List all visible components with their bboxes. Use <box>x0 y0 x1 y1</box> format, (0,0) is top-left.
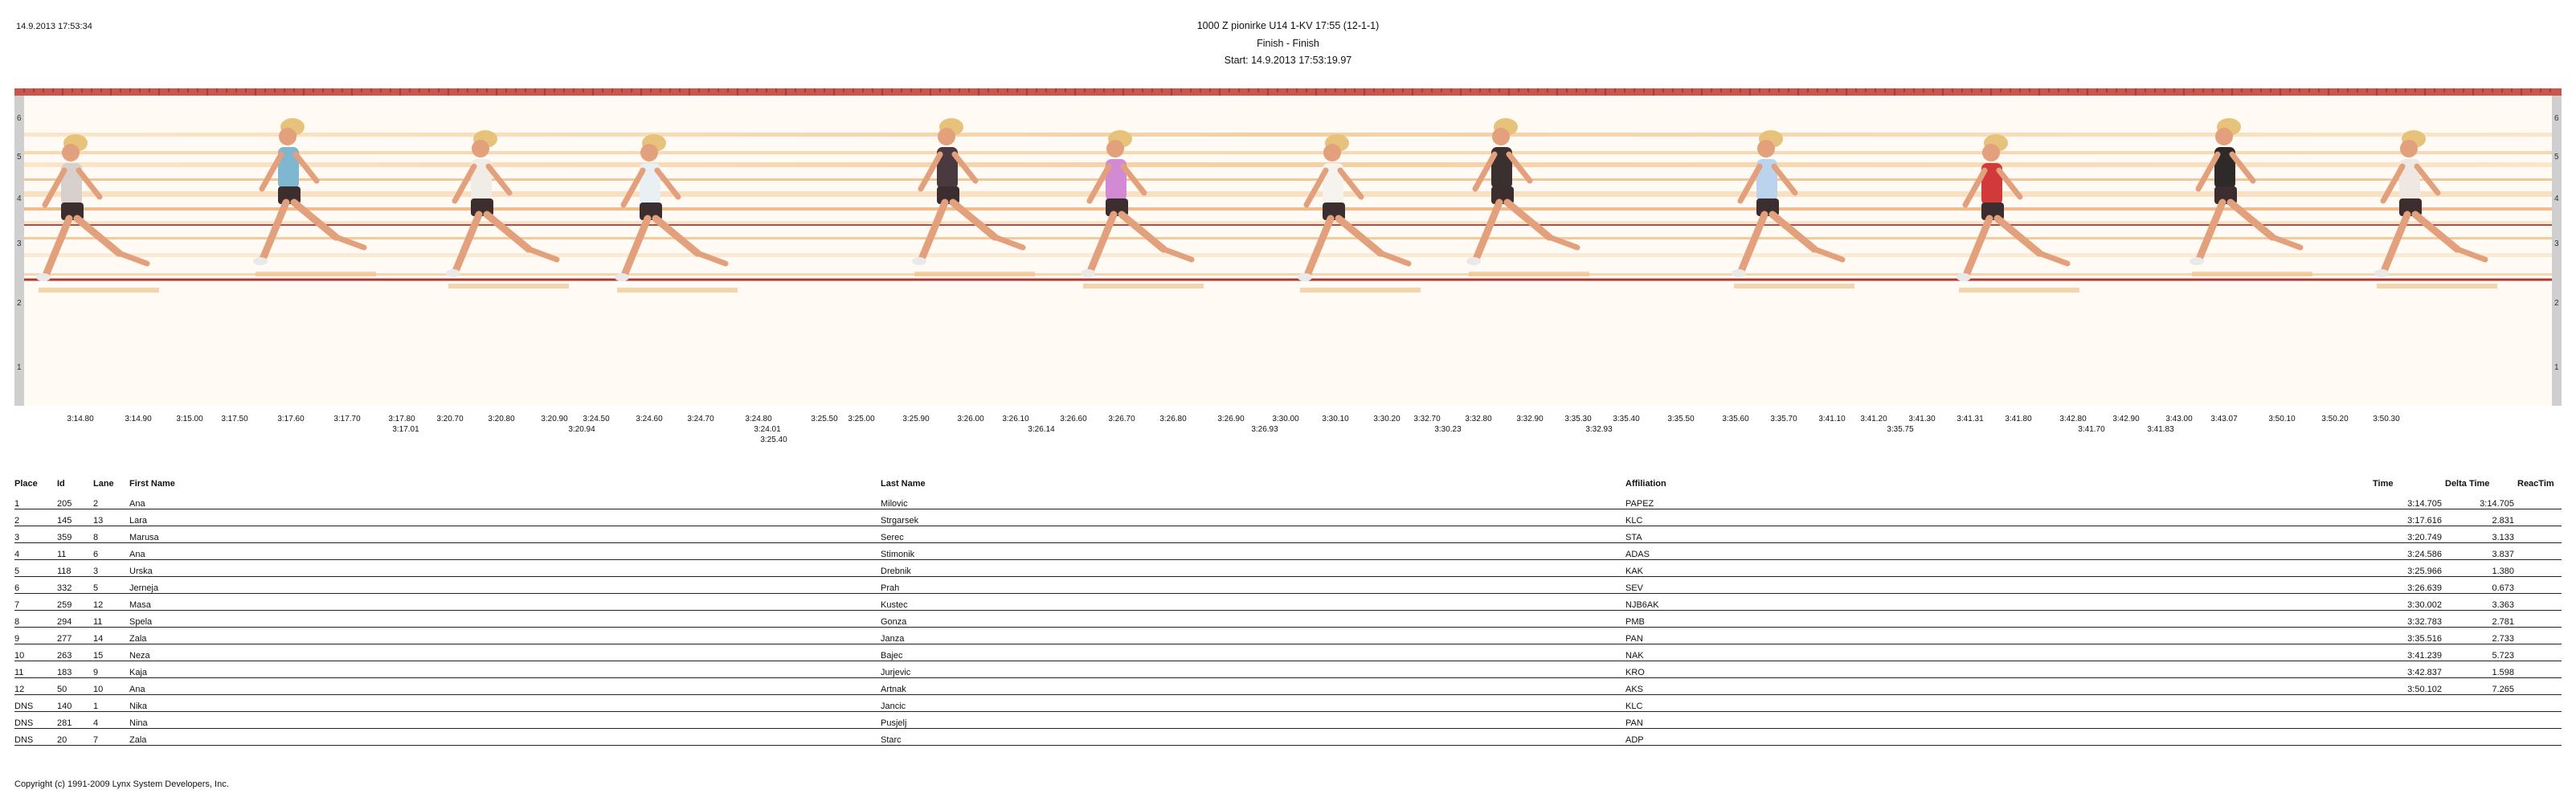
cell-first: Jerneja <box>129 577 881 594</box>
cell-delta: 2.733 <box>2445 628 2517 644</box>
time-tick-label-sub: 3:35.75 <box>1887 425 1914 434</box>
col-first-name-header: First Name <box>129 479 175 489</box>
svg-text:5: 5 <box>2554 153 2559 162</box>
cell-aff: ADP <box>1625 729 2373 746</box>
time-tick-label: 3:26.70 <box>1108 415 1135 423</box>
time-tick-label: 3:15.00 <box>176 415 203 423</box>
cell-time: 3:14.705 <box>2373 493 2445 509</box>
cell-delta: 1.598 <box>2445 661 2517 678</box>
time-tick-label: 3:24.70 <box>687 415 714 423</box>
cell-place: 2 <box>14 509 57 526</box>
cell-time: 3:25.966 <box>2373 560 2445 577</box>
cell-last: Pusjelj <box>881 712 1625 729</box>
time-tick-label-sub: 3:32.93 <box>1585 425 1613 434</box>
cell-first: Nika <box>129 695 881 712</box>
cell-delta: 1.380 <box>2445 560 2517 577</box>
cell-last: Drebnik <box>881 560 1625 577</box>
time-tick-label-sub: 3:17.01 <box>392 425 419 434</box>
cell-react <box>2517 712 2562 729</box>
results-table <box>14 477 2562 746</box>
col-lane-header: Lane <box>93 479 114 489</box>
table-row <box>14 594 2562 611</box>
time-tick-label-sub: 3:26.93 <box>1251 425 1278 434</box>
cell-time: 3:30.002 <box>2373 594 2445 611</box>
cell-delta: 2.831 <box>2445 509 2517 526</box>
cell-first: Ana <box>129 493 881 509</box>
table-row <box>14 628 2562 644</box>
event-title: 1000 Z pionirke U14 1-KV 17:55 (12-1-1) <box>1196 20 1380 31</box>
table-row <box>14 611 2562 628</box>
svg-text:5: 5 <box>17 153 22 162</box>
cell-react <box>2517 695 2562 712</box>
cell-first: Lara <box>129 509 881 526</box>
cell-last: Jancic <box>881 695 1625 712</box>
cell-place: DNS <box>14 729 57 746</box>
time-tick-label: 3:30.10 <box>1322 415 1349 423</box>
svg-text:3: 3 <box>17 239 22 248</box>
time-tick-label: 3:26.00 <box>957 415 984 423</box>
table-row <box>14 644 2562 661</box>
svg-text:6: 6 <box>2554 114 2559 123</box>
cell-lane: 15 <box>93 644 129 661</box>
col-last-name-header: Last Name <box>881 479 926 489</box>
cell-time: 3:26.639 <box>2373 577 2445 594</box>
cell-react <box>2517 526 2562 543</box>
cell-lane: 7 <box>93 729 129 746</box>
cell-first: Neza <box>129 644 881 661</box>
time-tick-label: 3:26.90 <box>1217 415 1245 423</box>
cell-react <box>2517 594 2562 611</box>
cell-lane: 8 <box>93 526 129 543</box>
cell-aff: STA <box>1625 526 2373 543</box>
lane-scale-left <box>14 96 24 406</box>
cell-react <box>2517 678 2562 695</box>
cell-place: 11 <box>14 661 57 678</box>
cell-last: Artnak <box>881 678 1625 695</box>
cell-lane: 3 <box>93 560 129 577</box>
cell-lane: 14 <box>93 628 129 644</box>
cell-place: 5 <box>14 560 57 577</box>
cell-id: 259 <box>57 594 93 611</box>
time-tick-label: 3:42.80 <box>2059 415 2087 423</box>
time-tick-label: 3:14.80 <box>67 415 94 423</box>
cell-first: Ana <box>129 678 881 695</box>
time-tick-label: 3:30.20 <box>1373 415 1400 423</box>
cell-place: 8 <box>14 611 57 628</box>
cell-react <box>2517 644 2562 661</box>
photo-finish-image <box>14 88 2562 406</box>
time-tick-label: 3:50.20 <box>2321 415 2349 423</box>
cell-delta <box>2445 729 2517 746</box>
cell-delta: 7.265 <box>2445 678 2517 695</box>
cell-aff: PAN <box>1625 712 2373 729</box>
cell-react <box>2517 611 2562 628</box>
time-tick-label: 3:17.60 <box>277 415 305 423</box>
cell-lane: 9 <box>93 661 129 678</box>
col-id-header: Id <box>57 479 65 489</box>
cell-lane: 11 <box>93 611 129 628</box>
table-row <box>14 509 2562 526</box>
cell-aff: PAPEZ <box>1625 493 2373 509</box>
time-tick-label-sub: 3:24.01 <box>754 425 781 434</box>
cell-place: 9 <box>14 628 57 644</box>
cell-react <box>2517 661 2562 678</box>
cell-first: Marusa <box>129 526 881 543</box>
cell-id: 332 <box>57 577 93 594</box>
cell-lane: 12 <box>93 594 129 611</box>
cell-lane: 1 <box>93 695 129 712</box>
time-tick-label: 3:41.31 <box>1957 415 1984 423</box>
svg-text:2: 2 <box>17 299 22 308</box>
time-tick-label: 3:41.10 <box>1818 415 1846 423</box>
time-tick-label: 3:17.80 <box>388 415 415 423</box>
cell-lane: 6 <box>93 543 129 560</box>
cell-delta: 0.673 <box>2445 577 2517 594</box>
time-tick-label: 3:35.70 <box>1770 415 1797 423</box>
cell-id: 277 <box>57 628 93 644</box>
cell-time: 3:32.783 <box>2373 611 2445 628</box>
cell-react <box>2517 729 2562 746</box>
cell-aff: NJB6AK <box>1625 594 2373 611</box>
time-tick-label: 3:20.80 <box>488 415 515 423</box>
cell-first: Ana <box>129 543 881 560</box>
table-row <box>14 661 2562 678</box>
cell-lane: 5 <box>93 577 129 594</box>
cell-aff: KAK <box>1625 560 2373 577</box>
time-tick-label: 3:25.50 <box>811 415 838 423</box>
cell-place: 12 <box>14 678 57 695</box>
cell-first: Kaja <box>129 661 881 678</box>
time-tick-label-sub: 3:20.94 <box>568 425 595 434</box>
time-tick-label: 3:41.30 <box>1908 415 1936 423</box>
cell-last: Stimonik <box>881 543 1625 560</box>
time-tick-label-sub: 3:30.23 <box>1434 425 1462 434</box>
cell-delta: 3:14.705 <box>2445 493 2517 509</box>
cell-first: Urska <box>129 560 881 577</box>
cell-aff: PAN <box>1625 628 2373 644</box>
cell-place: 6 <box>14 577 57 594</box>
event-subtitle: Finish - Finish <box>1257 38 1319 49</box>
cell-time: 3:20.749 <box>2373 526 2445 543</box>
cell-delta <box>2445 695 2517 712</box>
cell-last: Prah <box>881 577 1625 594</box>
cell-time <box>2373 712 2445 729</box>
cell-aff: KRO <box>1625 661 2373 678</box>
cell-last: Janza <box>881 628 1625 644</box>
cell-react <box>2517 493 2562 509</box>
svg-text:1: 1 <box>2554 363 2559 372</box>
cell-place: 4 <box>14 543 57 560</box>
cell-id: 294 <box>57 611 93 628</box>
time-tick-label: 3:35.50 <box>1667 415 1695 423</box>
copyright-footer: Copyright (c) 1991-2009 Lynx System Developers, Inc. <box>14 779 229 789</box>
cell-react <box>2517 628 2562 644</box>
table-row <box>14 493 2562 509</box>
cell-last: Starc <box>881 729 1625 746</box>
time-tick-label: 3:26.10 <box>1002 415 1029 423</box>
finish-top-bar <box>14 88 2562 96</box>
time-tick-label-sub: 3:26.14 <box>1028 425 1055 434</box>
time-tick-label-sub: 3:41.70 <box>2078 425 2105 434</box>
cell-place: 1 <box>14 493 57 509</box>
cell-time <box>2373 729 2445 746</box>
lane-scale-right <box>2552 96 2562 406</box>
table-row <box>14 695 2562 712</box>
cell-aff: KLC <box>1625 509 2373 526</box>
results-header-row <box>14 477 2562 493</box>
time-tick-label: 3:17.50 <box>221 415 248 423</box>
col-place-header: Place <box>14 479 38 489</box>
cell-id: 205 <box>57 493 93 509</box>
time-tick-label: 3:43.00 <box>2165 415 2193 423</box>
time-tick-label-sub: 3:41.83 <box>2147 425 2174 434</box>
cell-id: 11 <box>57 543 93 560</box>
cell-id: 263 <box>57 644 93 661</box>
cell-aff: NAK <box>1625 644 2373 661</box>
time-tick-label: 3:17.70 <box>333 415 361 423</box>
time-tick-label: 3:30.00 <box>1272 415 1299 423</box>
time-tick-label: 3:35.60 <box>1722 415 1749 423</box>
svg-text:1: 1 <box>17 363 22 372</box>
cell-time: 3:42.837 <box>2373 661 2445 678</box>
cell-last: Bajec <box>881 644 1625 661</box>
time-tick-label: 3:50.30 <box>2373 415 2400 423</box>
cell-aff: SEV <box>1625 577 2373 594</box>
cell-place: 10 <box>14 644 57 661</box>
cell-id: 359 <box>57 526 93 543</box>
svg-text:4: 4 <box>2554 194 2559 203</box>
time-tick-label: 3:26.60 <box>1060 415 1087 423</box>
cell-aff: ADAS <box>1625 543 2373 560</box>
cell-delta: 3.133 <box>2445 526 2517 543</box>
svg-text:4: 4 <box>17 194 22 203</box>
cell-time: 3:24.586 <box>2373 543 2445 560</box>
cell-delta: 2.781 <box>2445 611 2517 628</box>
time-tick-label: 3:14.90 <box>125 415 152 423</box>
cell-id: 281 <box>57 712 93 729</box>
time-tick-label: 3:32.90 <box>1516 415 1544 423</box>
table-row <box>14 526 2562 543</box>
time-tick-label: 3:50.10 <box>2268 415 2296 423</box>
table-row <box>14 712 2562 729</box>
cell-place: DNS <box>14 695 57 712</box>
cell-time: 3:41.239 <box>2373 644 2445 661</box>
time-tick-label: 3:32.70 <box>1413 415 1441 423</box>
cell-last: Strgarsek <box>881 509 1625 526</box>
table-row <box>14 678 2562 695</box>
cell-first: Zala <box>129 628 881 644</box>
cell-place: 3 <box>14 526 57 543</box>
cell-delta: 3.363 <box>2445 594 2517 611</box>
cell-lane: 13 <box>93 509 129 526</box>
table-row <box>14 543 2562 560</box>
table-row <box>14 560 2562 577</box>
col-time-header: Time <box>2373 479 2394 489</box>
cell-place: DNS <box>14 712 57 729</box>
svg-text:6: 6 <box>17 114 22 123</box>
time-tick-label: 3:43.07 <box>2210 415 2238 423</box>
event-start-time: Start: 14.9.2013 17:53:19.97 <box>1224 55 1352 66</box>
col-affiliation-header: Affiliation <box>1625 479 1666 489</box>
time-tick-label: 3:20.70 <box>436 415 464 423</box>
time-tick-label: 3:35.40 <box>1613 415 1640 423</box>
cell-react <box>2517 560 2562 577</box>
cell-time: 3:50.102 <box>2373 678 2445 695</box>
cell-id: 140 <box>57 695 93 712</box>
cell-time: 3:35.516 <box>2373 628 2445 644</box>
cell-first: Spela <box>129 611 881 628</box>
cell-aff: PMB <box>1625 611 2373 628</box>
time-tick-label: 3:24.50 <box>583 415 610 423</box>
time-tick-label: 3:41.80 <box>2005 415 2032 423</box>
cell-react <box>2517 543 2562 560</box>
cell-last: Serec <box>881 526 1625 543</box>
time-tick-label: 3:20.90 <box>541 415 568 423</box>
cell-id: 20 <box>57 729 93 746</box>
time-tick-label: 3:32.80 <box>1465 415 1492 423</box>
report-timestamp: 14.9.2013 17:53:34 <box>16 22 92 31</box>
cell-place: 7 <box>14 594 57 611</box>
cell-first: Nina <box>129 712 881 729</box>
time-tick-label: 3:25.00 <box>848 415 875 423</box>
cell-react <box>2517 509 2562 526</box>
table-row <box>14 729 2562 746</box>
col-react-header: ReacTim <box>2517 479 2554 489</box>
cell-last: Milovic <box>881 493 1625 509</box>
svg-text:2: 2 <box>2554 299 2559 308</box>
cell-time <box>2373 695 2445 712</box>
cell-id: 50 <box>57 678 93 695</box>
cell-last: Kustec <box>881 594 1625 611</box>
cell-id: 145 <box>57 509 93 526</box>
time-tick-label: 3:41.20 <box>1860 415 1887 423</box>
cell-last: Gonza <box>881 611 1625 628</box>
time-tick-label: 3:35.30 <box>1564 415 1592 423</box>
time-tick-label: 3:26.80 <box>1159 415 1187 423</box>
cell-time: 3:17.616 <box>2373 509 2445 526</box>
cell-aff: AKS <box>1625 678 2373 695</box>
time-tick-label: 3:24.60 <box>636 415 663 423</box>
cell-react <box>2517 577 2562 594</box>
svg-text:3: 3 <box>2554 239 2559 248</box>
cell-lane: 2 <box>93 493 129 509</box>
cell-last: Jurjevic <box>881 661 1625 678</box>
time-tick-label-sub2: 3:25.40 <box>760 436 787 444</box>
time-tick-label: 3:24.80 <box>745 415 772 423</box>
cell-lane: 10 <box>93 678 129 695</box>
cell-delta: 5.723 <box>2445 644 2517 661</box>
col-delta-header: Delta Time <box>2445 479 2490 489</box>
cell-lane: 4 <box>93 712 129 729</box>
cell-id: 183 <box>57 661 93 678</box>
cell-first: Masa <box>129 594 881 611</box>
cell-first: Zala <box>129 729 881 746</box>
table-row <box>14 577 2562 594</box>
time-tick-label: 3:25.90 <box>902 415 930 423</box>
cell-aff: KLC <box>1625 695 2373 712</box>
time-tick-label: 3:42.90 <box>2112 415 2140 423</box>
cell-delta <box>2445 712 2517 729</box>
cell-delta: 3.837 <box>2445 543 2517 560</box>
cell-id: 118 <box>57 560 93 577</box>
